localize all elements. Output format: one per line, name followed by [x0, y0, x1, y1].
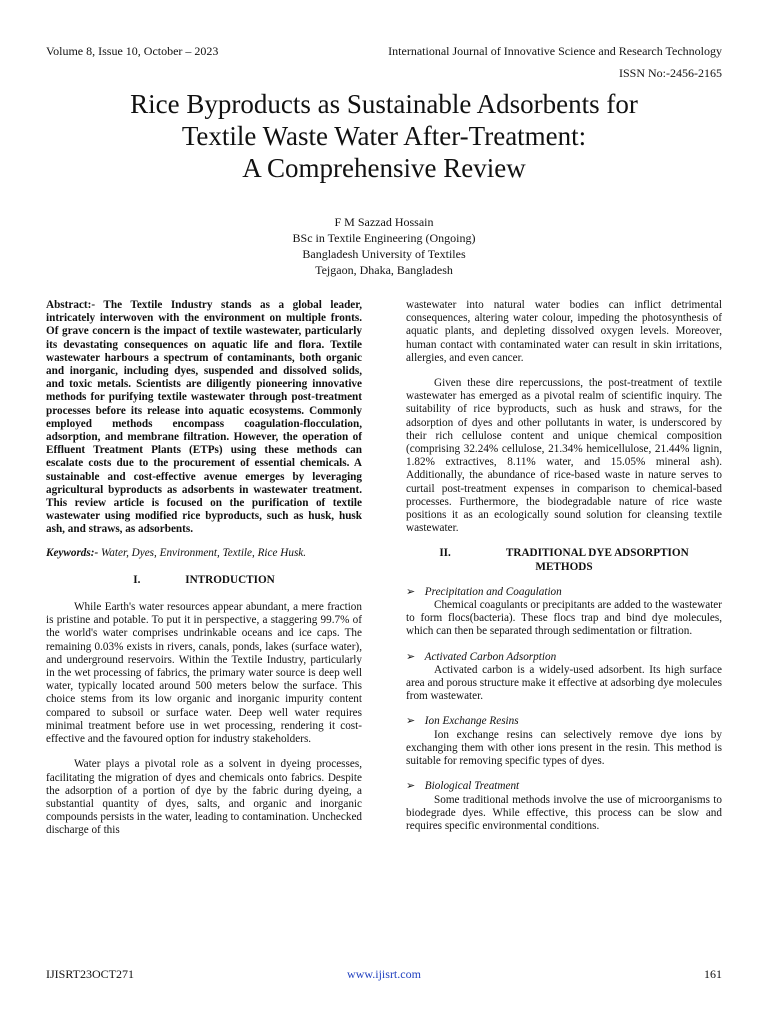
arrow-bullet-icon: ➢	[406, 585, 416, 598]
author-university: Bangladesh University of Textiles	[302, 247, 466, 261]
volume-issue: Volume 8, Issue 10, October – 2023	[46, 44, 219, 58]
section-number: I.	[133, 573, 141, 586]
method-title: Biological Treatment	[424, 780, 520, 793]
paragraph: While Earth's water resources appear abundant, a mere fraction is pristine and potable. To put it in perspective, a staggering 99.7% of the world's water comprises undrinkable oceans and ice caps. The remaining 0.03% exists in rivers, canals, ponds, lakes (surface water), and underground reservoirs. Within the Textile Industry, particularly in the wet processing of fabrics, the primary water source is deep well water, typically located around 500 meters below the surface. This choice stems from its low organic and inorganic impurity content compared to subsoil or surface water. Deep well water requires minimal treatment before use in wet processing, rendering it cost-effective and the favoured option for industry stakeholders.	[46, 601, 362, 746]
method-text: Chemical coagulants or precipitants are added to the wastewater to form flocs(bacteria). These flocs trap and bind dye molecules, which can then be separated through sedimentation or filtration.	[406, 599, 722, 638]
author-location: Tejgaon, Dhaka, Bangladesh	[315, 263, 453, 277]
journal-name: International Journal of Innovative Science and Research Technology	[388, 44, 722, 58]
abstract: Abstract:- The Textile Industry stands as a global leader, intricately interwoven with the environment on multiple fronts. Of grave concern is the impact of textile wastewater, particularly its devastating consequences on aquatic life and flora. Textile wastewater harbours a spectrum of contaminants, both organic and inorganic, including dyes, suspended and dissolved solids, and toxic metals. Scientists are diligently pioneering innovative methods for purifying textile wastewater through post-treatment processes before its release into aquatic ecosystems. Commonly employed methods encompass coagulation-flocculation, adsorption, and membrane filtration. However, the operation of Effluent Treatment Plants (ETPs) using these methods can escalate costs due to the procurement of essential chemicals. A sustainable and cost-effective avenue emerges by leveraging agricultural byproducts as adsorbents in wastewater treatment. This review article is focused on the purification of textile wastewater using modified rice byproducts, such as husk, husk ash, and straws, as adsorbents.	[46, 299, 362, 536]
section-title-line1: TRADITIONAL DYE ADSORPTION	[505, 547, 689, 560]
section-number: II.	[439, 547, 451, 560]
method-text: Activated carbon is a widely-used adsorbent. Its high surface area and porous structure make it effective at adsorbing dye molecules from wastewater.	[406, 663, 722, 703]
method-text: Ion exchange resins can selectively remove dye ions by exchanging them with other ions present in the resin. This method is suitable for removing specific types of dyes.	[406, 728, 722, 768]
method-title: Ion Exchange Resins	[424, 715, 519, 728]
arrow-bullet-icon: ➢	[406, 650, 416, 663]
journal-website-link[interactable]: www.ijisrt.com	[347, 967, 421, 981]
paragraph: Water plays a pivotal role as a solvent in dyeing processes, facilitating the migration of dyes and chemicals onto fabrics. Despite the adsorption of a portion of dye by the fabric during dyeing, a substantial quantity of dyes, salts, and organic and inorganic compounds persists in the water, leading to contamination. Unchecked discharge of this	[46, 758, 362, 837]
keywords	[46, 547, 362, 560]
arrow-bullet-icon: ➢	[406, 780, 416, 793]
title-line: A Comprehensive Review	[242, 153, 526, 183]
section-title: INTRODUCTION	[185, 573, 275, 586]
section-heading-introduction	[46, 574, 362, 587]
author-degree: BSc in Textile Engineering (Ongoing)	[292, 231, 476, 245]
issn: ISSN No:-2456-2165	[618, 66, 722, 80]
section-title-line2: METHODS	[535, 560, 593, 573]
page-number: 161	[704, 967, 722, 981]
paper-title	[40, 88, 728, 184]
left-column	[46, 299, 362, 838]
author-block	[0, 214, 768, 278]
method-heading	[406, 715, 722, 728]
keywords-text: Water, Dyes, Environment, Textile, Rice Husk.	[101, 546, 307, 559]
paragraph: Given these dire repercussions, the post-treatment of textile wastewater has emerged as a pivotal realm of scientific inquiry. The suitability of rice byproducts, such as husk and straws, for the adsorption of dyes and other pollutants in water, is underscored by their rich cellulose content and unique chemical composition (comprising 32.24% cellulose, 21.34% hemicellulose, 21.44% lignin, 1.82% extractives, 8.11% water, and 15.05% mineral ash). Additionally, the abundance of rice-based waste in nature serves to curtail post-treatment expenses in comparison to chemical-based processes. Furthermore, the biodegradable nature of rice waste positions it as an ecologically sound solution for cleansing textile wastewater.	[406, 377, 722, 535]
right-column	[406, 299, 722, 833]
method-heading	[406, 651, 722, 664]
method-title: Activated Carbon Adsorption	[424, 650, 557, 663]
paragraph: wastewater into natural water bodies can inflict detrimental consequences, altering water colour, impeding the photosynthesis of aquatic plants, and depleting dissolved oxygen levels. Moreover, human contact with contaminated water can result in skin irritations, allergies, and even cancer.	[406, 299, 722, 364]
method-text: Some traditional methods involve the use of microorganisms to biodegrade dyes. While effective, this process can be slow and requires specific environmental conditions.	[406, 793, 722, 832]
title-line: Rice Byproducts as Sustainable Adsorbents for	[130, 89, 638, 119]
author-name: F M Sazzad Hossain	[334, 215, 434, 229]
arrow-bullet-icon: ➢	[406, 715, 416, 728]
keywords-label: Keywords:-	[46, 546, 99, 559]
method-heading	[406, 780, 722, 793]
method-title: Precipitation and Coagulation	[424, 585, 562, 598]
section-heading-traditional-methods	[406, 547, 722, 573]
paper-code: IJISRT23OCT271	[46, 967, 134, 981]
title-line: Textile Waste Water After-Treatment:	[181, 121, 587, 151]
method-heading	[406, 586, 722, 599]
